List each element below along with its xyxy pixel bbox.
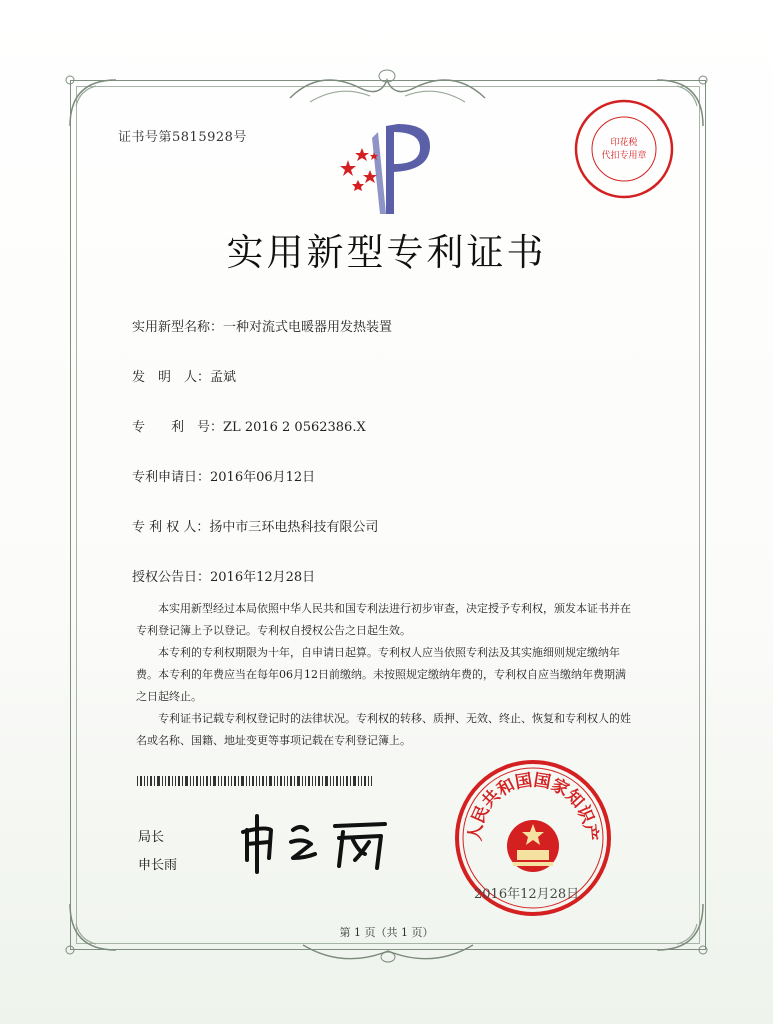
field-label: 专 利 号： (132, 420, 224, 435)
top-ornament (280, 58, 495, 118)
body-paragraph: 本实用新型经过本局依照中华人民共和国专利法进行初步审查，决定授予专利权，颁发本证书并在专利登记簿上予以登记。专利权自授权公告之日起生效。 (136, 602, 631, 637)
field-patent-number (132, 416, 366, 435)
field-inventor (132, 366, 236, 385)
body-paragraph: 专利证书记载专利权登记时的法律状况。专利权的转移、质押、无效、终止、恢复和专利权人的姓名或名称、国籍、地址变更等事项记载在专利登记簿上。 (136, 712, 631, 747)
field-value: 2016年06月12日 (210, 470, 316, 485)
field-label: 专 利 权 人： (132, 520, 210, 535)
certificate-number: 证书号第5815928号 (118, 130, 247, 145)
barcode (137, 771, 372, 781)
seal-date: 2016年12月28日 (474, 887, 580, 902)
field-application-date (132, 466, 315, 485)
svg-text:中华人民共和国国家知识产权局: 人民共和国国家知识产 (465, 770, 601, 842)
svg-text:印花税: 印花税 (610, 138, 638, 148)
svg-text:代扣专用章: 代扣专用章 (601, 151, 647, 161)
body-paragraph: 本专利的专利权期限为十年，自申请日起算。专利权人应当依照专利法及其实施细则规定缴纳年费。本专利的年费应当在每年06月12日前缴纳。未按照规定缴纳年费的，专利权自应当缴纳年费期满之日起终止。 (136, 646, 626, 703)
field-label: 专利申请日： (132, 470, 211, 485)
field-value: ZL 2016 2 0562386.X (223, 420, 366, 435)
field-grant-announcement-date (132, 566, 315, 585)
signatory-name: 申长雨 (138, 858, 178, 873)
field-value: 孟斌 (210, 370, 237, 385)
signatory-title: 局长 (138, 830, 165, 845)
field-value: 一种对流式电暖器用发热装置 (223, 320, 393, 335)
field-value: 扬中市三环电热科技有限公司 (209, 520, 379, 535)
field-label: 实用新型名称： (132, 320, 224, 335)
page-title: 实用新型专利证书 (226, 231, 547, 274)
field-label: 授权公告日： (132, 570, 211, 585)
certificate-body-text (136, 598, 636, 752)
handwritten-signature (235, 808, 400, 878)
tax-seal-stamp (573, 98, 675, 200)
field-value: 2016年12月28日 (210, 570, 316, 585)
patent-office-logo-icon (334, 118, 444, 218)
field-patentee (132, 516, 378, 535)
bottom-ornament (293, 935, 483, 975)
field-utility-model-name (132, 316, 392, 335)
page-number: 第 1 页（共 1 页） (339, 926, 434, 939)
field-label: 发 明 人： (132, 370, 211, 385)
